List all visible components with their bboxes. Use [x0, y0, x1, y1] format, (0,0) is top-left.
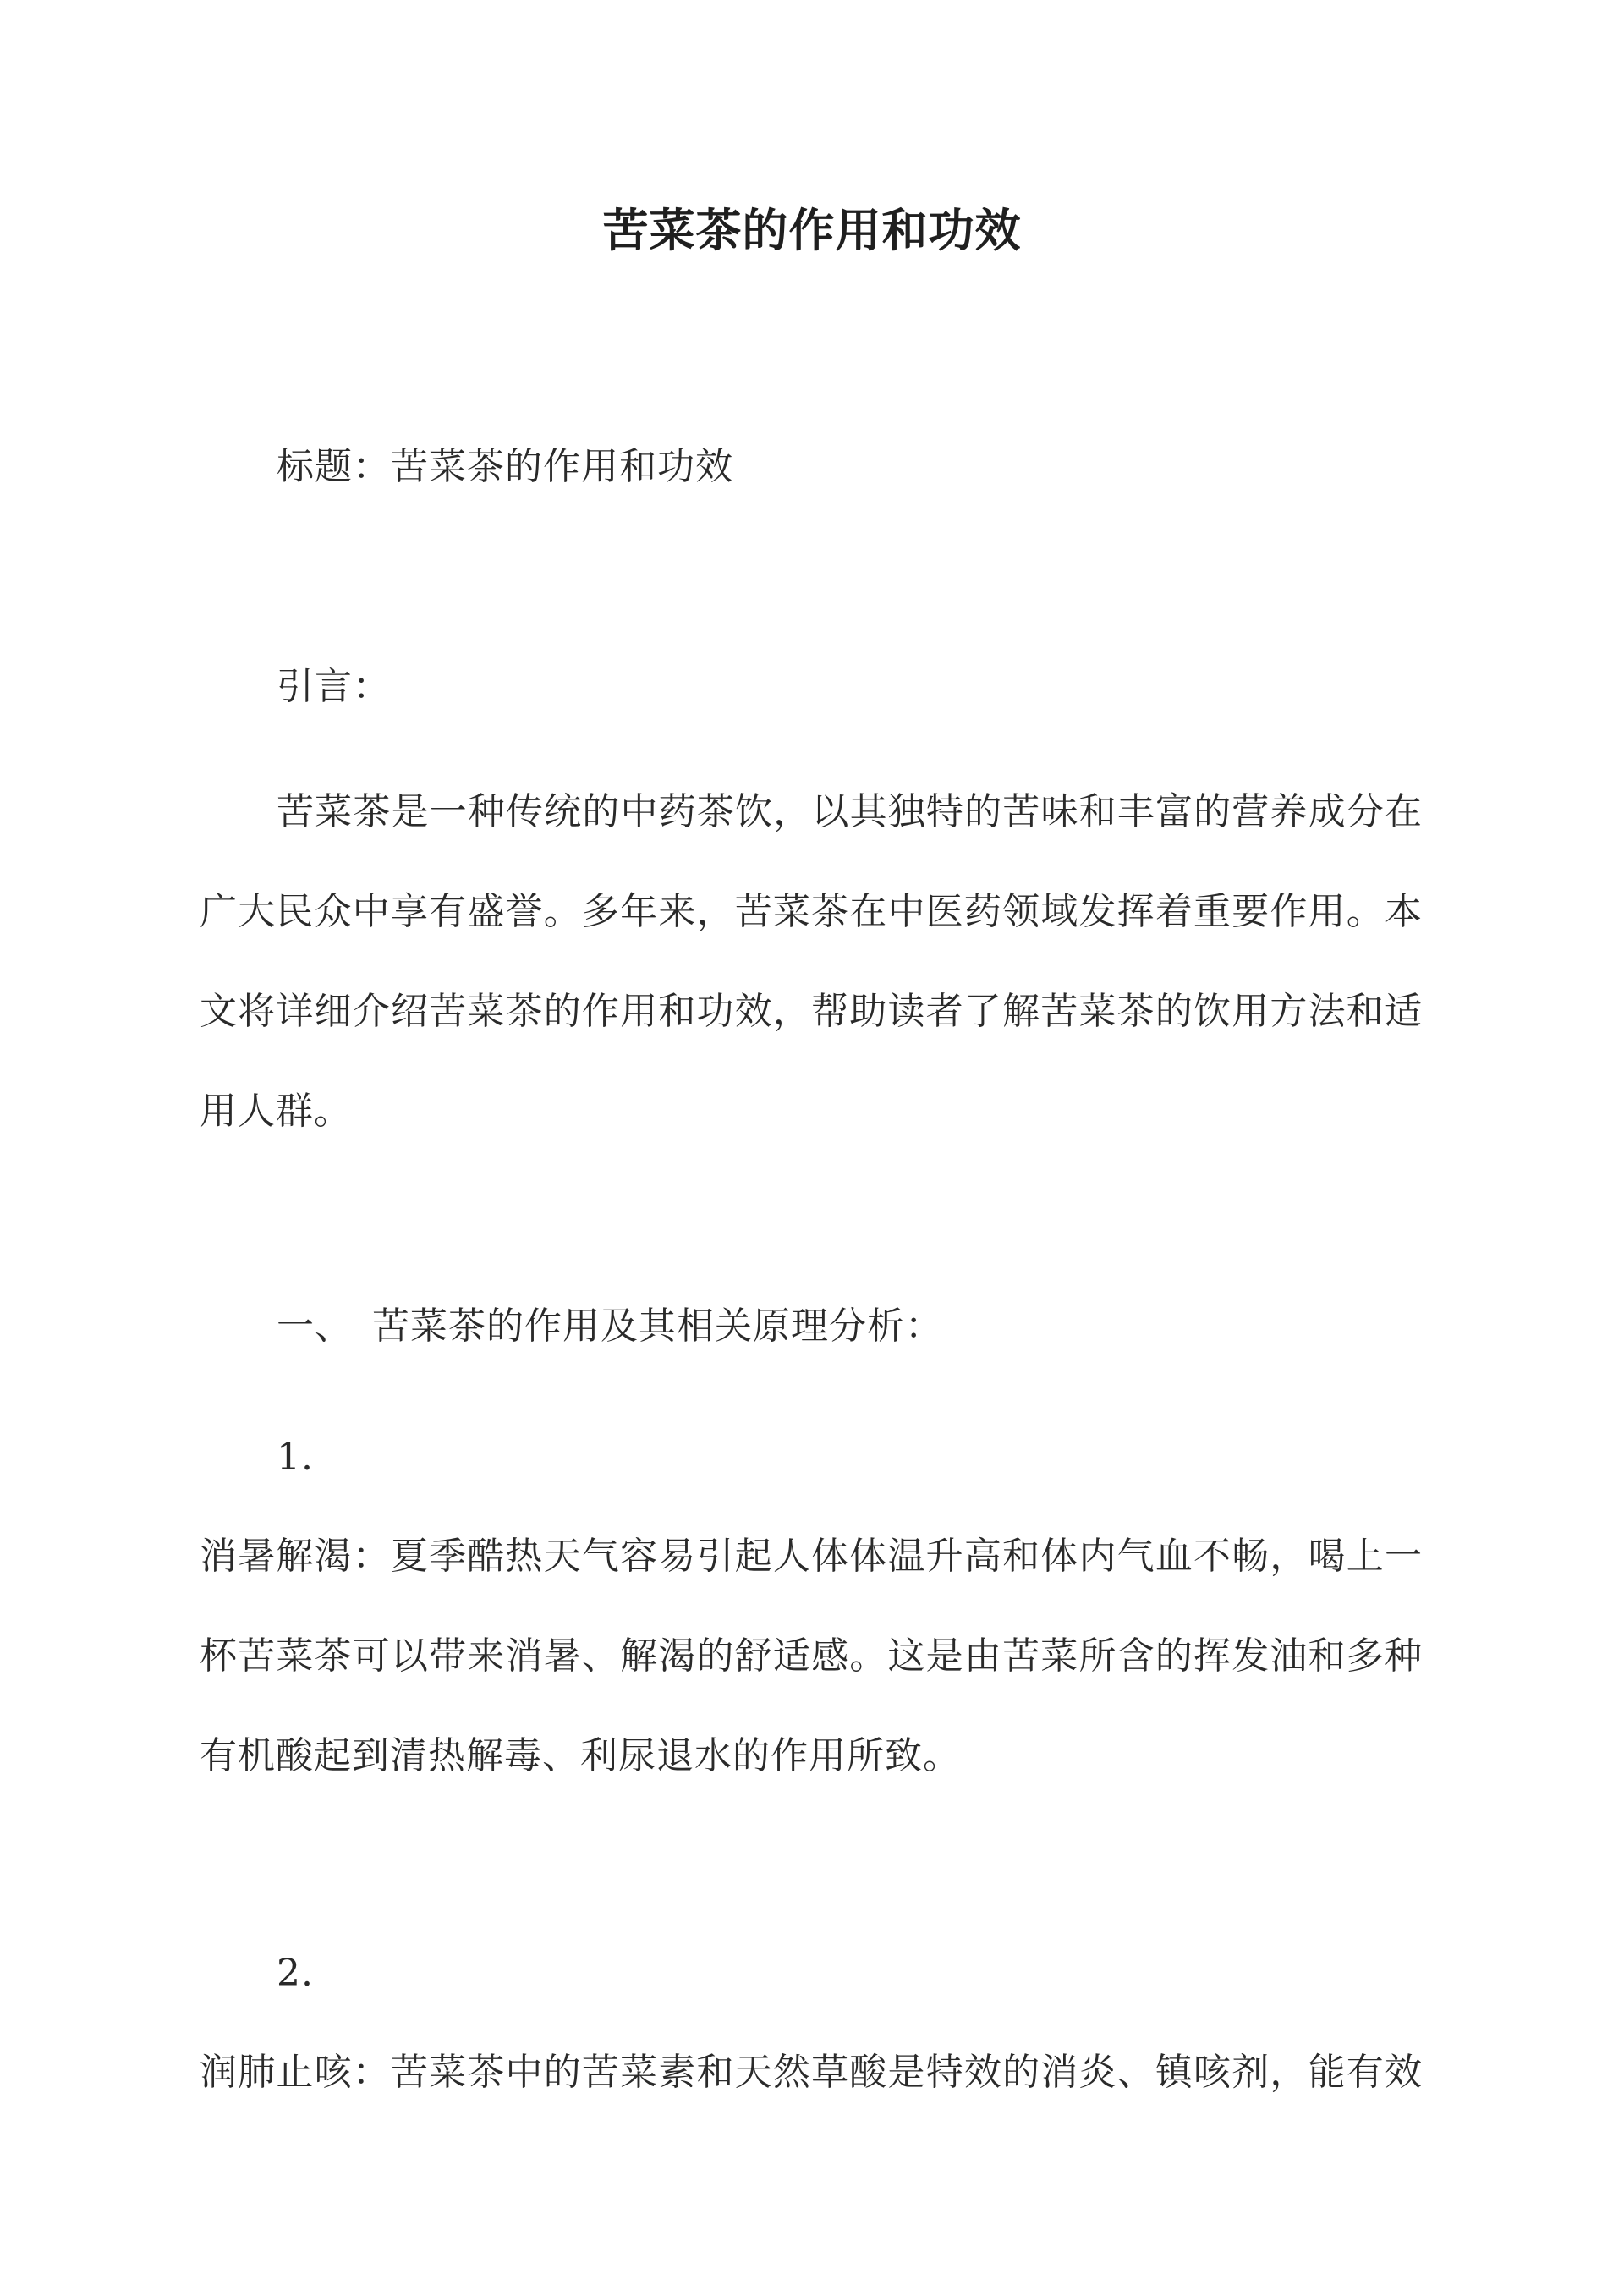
intro-line-3: 文将详细介绍苦菜茶的作用和功效，帮助读者了解苦菜茶的饮用方法和适	[200, 990, 1423, 1033]
intro-label: 引言：	[277, 665, 391, 708]
document-title: 苦菜茶的作用和功效	[602, 203, 1022, 257]
item-2-line-1: 润肺止咳：苦菜茶中的苦菜素和天然草酸是特效的消炎、镇咳剂，能有效	[200, 2051, 1423, 2094]
subtitle-line: 标题：苦菜茶的作用和功效	[277, 445, 733, 488]
item-1-line-3: 有机酸起到清热解毒、利尿退水的作用所致。	[200, 1734, 961, 1777]
item-1-line-2: 杯苦菜茶可以带来消暑、解渴的舒适感。这是由苦菜所含的挥发油和多种	[200, 1634, 1423, 1678]
intro-line-2: 广大民众中享有盛誉。多年来，苦菜茶在中医药领域发挥着重要作用。本	[200, 890, 1423, 933]
item-2-number: 2.	[277, 1952, 314, 1995]
item-1-number: 1.	[277, 1436, 314, 1479]
section-one-heading: 一、 苦菜茶的作用及其相关原理分析：	[277, 1305, 943, 1348]
intro-line-4: 用人群。	[200, 1090, 352, 1133]
item-1-line-1: 消暑解渴：夏季酷热天气容易引起人体体温升高和体内气血不畅，喝上一	[200, 1535, 1423, 1578]
intro-line-1: 苦菜茶是一种传统的中药茶饮，以其独特的苦味和丰富的营养成分在	[277, 790, 1423, 833]
